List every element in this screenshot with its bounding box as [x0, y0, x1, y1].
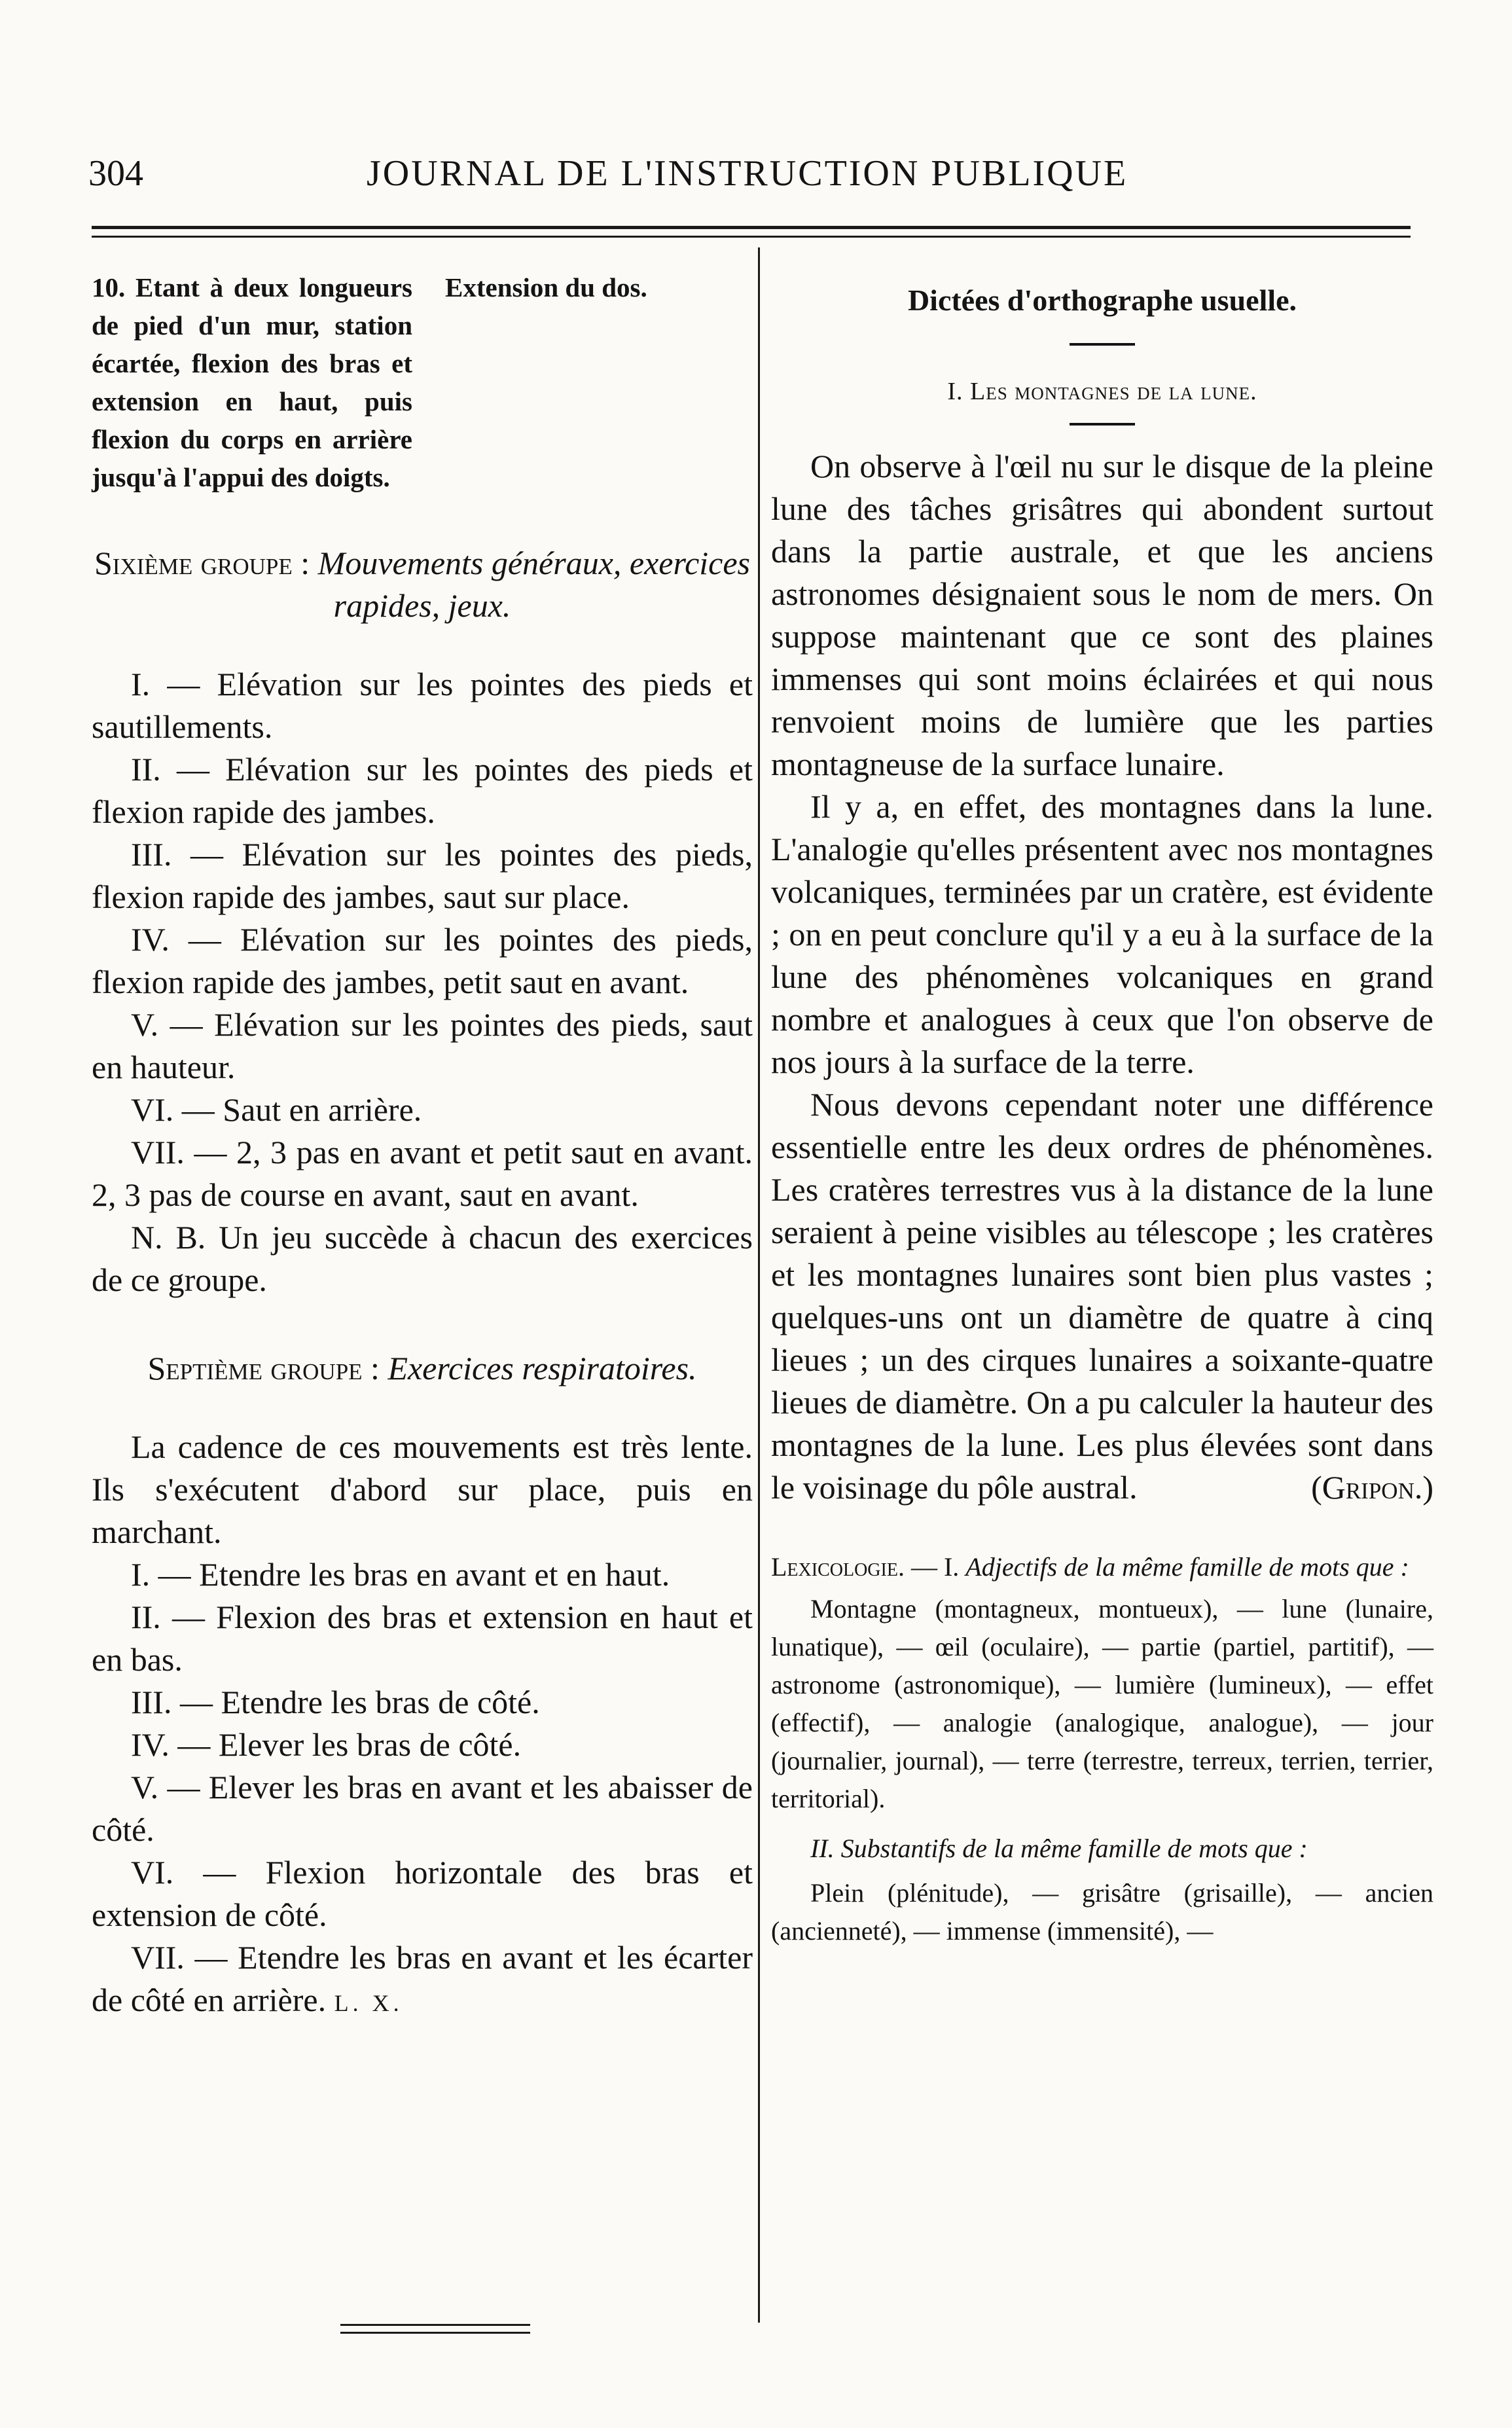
- section-title: Dictées d'orthographe usuelle.: [907, 283, 1297, 317]
- group7-label: Septième groupe :: [147, 1350, 380, 1386]
- left-column: [92, 268, 753, 2025]
- group7-list: [92, 1426, 753, 2025]
- author: (Gripon.): [1311, 1469, 1433, 1506]
- lexicologie-subheading: Adjectifs de la même famille de mots que :: [965, 1552, 1409, 1582]
- list-item: III. — Etendre les bras de côté.: [131, 1684, 540, 1720]
- page-header: [0, 153, 1512, 205]
- group7-intro: La cadence de ces mouvements est très lente. Ils s'exécutent d'abord sur place, puis en marchant.: [92, 1428, 753, 1550]
- title-rule: [1070, 423, 1135, 426]
- list-item: V. — Elever les bras en avant et les abaisser de côté.: [92, 1769, 753, 1848]
- group6-heading: [92, 542, 753, 627]
- group7-heading: [92, 1347, 753, 1390]
- list-item: II. — Flexion des bras et extension en haut et en bas.: [92, 1599, 753, 1678]
- exercise-10-description: 10. Etant à deux longueurs de pied d'un mur, station écartée, flexion des bras et extension en haut, puis flexion du corps en arrière jusqu'à l'appui des doigts.: [92, 272, 412, 492]
- list-item: [92, 1936, 753, 2025]
- list-item-text: VII. — Etendre les bras en avant et les écarter de côté en arrière.: [92, 1939, 753, 2018]
- column-divider: [758, 247, 760, 2323]
- exercise-10-effect: Extension du dos.: [445, 272, 647, 302]
- group6-list: [92, 663, 753, 1301]
- lexicologie-heading-2: II. Substantifs de la même famille de mots que :: [810, 1834, 1308, 1863]
- paragraph-text: Nous devons cependant noter une différence essentielle entre les deux ordres de phénomènes. Les cratères terrestres vus à la distance de la lune seraient à peine visibles au télescope ; les cratères et les montagnes lunaires sont bien plus vastes ; quelques-uns ont un diamètre de quatre à cinq lieues ; un des cirques lunaires a soixante-quatre lieues de diamètre. On a pu calculer la hauteur des montagnes de la lune. Les plus élevées sont dans le voisinage du pôle austral.: [771, 1086, 1433, 1506]
- page-number: 304: [88, 153, 143, 194]
- lexicologie-label: Lexicologie. — I.: [771, 1552, 960, 1582]
- list-item: VII. — 2, 3 pas en avant et petit saut en avant. 2, 3 pas de course en avant, saut en avant.: [92, 1134, 753, 1213]
- list-item: IV. — Elévation sur les pointes des pieds, flexion rapide des jambes, petit saut en avant.: [92, 921, 753, 1000]
- end-rule-bottom: [340, 2332, 530, 2334]
- right-column: [771, 268, 1433, 1950]
- ornament-rule: [1070, 343, 1135, 346]
- group6-label: Sixième groupe :: [94, 545, 310, 581]
- lexicologie-text: Montagne (montagneux, montueux), — lune (lunaire, lunatique), — œil (oculaire), — partie (partiel, partitif), — astronome (astronomique), — lumière (lumineux), — effet (effectif), — analogie (analogique, analogue), — jour (journalier, journal), — terre (terrestre, terreux, terrien, terrier, territorial).: [771, 1594, 1433, 1813]
- list-item: III. — Elévation sur les pointes des pieds, flexion rapide des jambes, saut sur place.: [92, 836, 753, 915]
- exercise-10: [92, 268, 753, 496]
- signature: L. X.: [334, 1990, 403, 2016]
- running-title: JOURNAL DE L'INSTRUCTION PUBLIQUE: [367, 153, 1128, 194]
- list-item: II. — Elévation sur les pointes des pieds et flexion rapide des jambes.: [92, 751, 753, 830]
- group7-title: Exercices respiratoires.: [387, 1350, 697, 1386]
- list-item: I. — Etendre les bras en avant et en haut.: [131, 1556, 670, 1593]
- dictation-text: [771, 445, 1433, 1509]
- list-item: VI. — Flexion horizontale des bras et extension de côté.: [92, 1854, 753, 1933]
- paragraph: On observe à l'œil nu sur le disque de la pleine lune des tâches grisâtres qui abondent surtout dans la partie australe, et que les anciens astronomes désignaient sous le nom de mers. On suppose maintenant que ce sont des plaines immenses qui sont moins éclairées et qui nous renvoient moins de lumière que les parties montagneuse de la surface lunaire.: [771, 448, 1433, 782]
- header-rule-bottom: [92, 236, 1411, 238]
- end-rule-top: [340, 2324, 530, 2326]
- list-item: I. — Elévation sur les pointes des pieds et sautillements.: [92, 666, 753, 745]
- group6-title: Mouvements généraux, exercices rapides, jeux.: [317, 545, 750, 624]
- list-item-note: N. B. Un jeu succède à chacun des exercices de ce groupe.: [92, 1219, 753, 1298]
- list-item: IV. — Elever les bras de côté.: [131, 1726, 522, 1763]
- lexicologie: [771, 1548, 1433, 1950]
- paragraph: Il y a, en effet, des montagnes dans la lune. L'analogie qu'elles présentent avec nos montagnes volcaniques, terminées par un cratère, est évidente ; on en peut conclure qu'il y a eu à la surface de la lune des phénomènes volcaniques en grand nombre et analogues à ceux que l'on observe de nos jours à la surface de la terre.: [771, 788, 1433, 1080]
- header-rule-top: [92, 226, 1411, 229]
- list-item: V. — Elévation sur les pointes des pieds, saut en hauteur.: [92, 1006, 753, 1085]
- paragraph: [771, 1083, 1433, 1509]
- lexicologie-heading: [771, 1548, 1433, 1586]
- list-item: VI. — Saut en arrière.: [131, 1091, 422, 1128]
- lexicologie-text-2: Plein (plénitude), — grisâtre (grisaille), — ancien (ancienneté), — immense (immensité), —: [771, 1878, 1433, 1946]
- dictation-title: I. Les montagnes de la lune.: [947, 378, 1257, 405]
